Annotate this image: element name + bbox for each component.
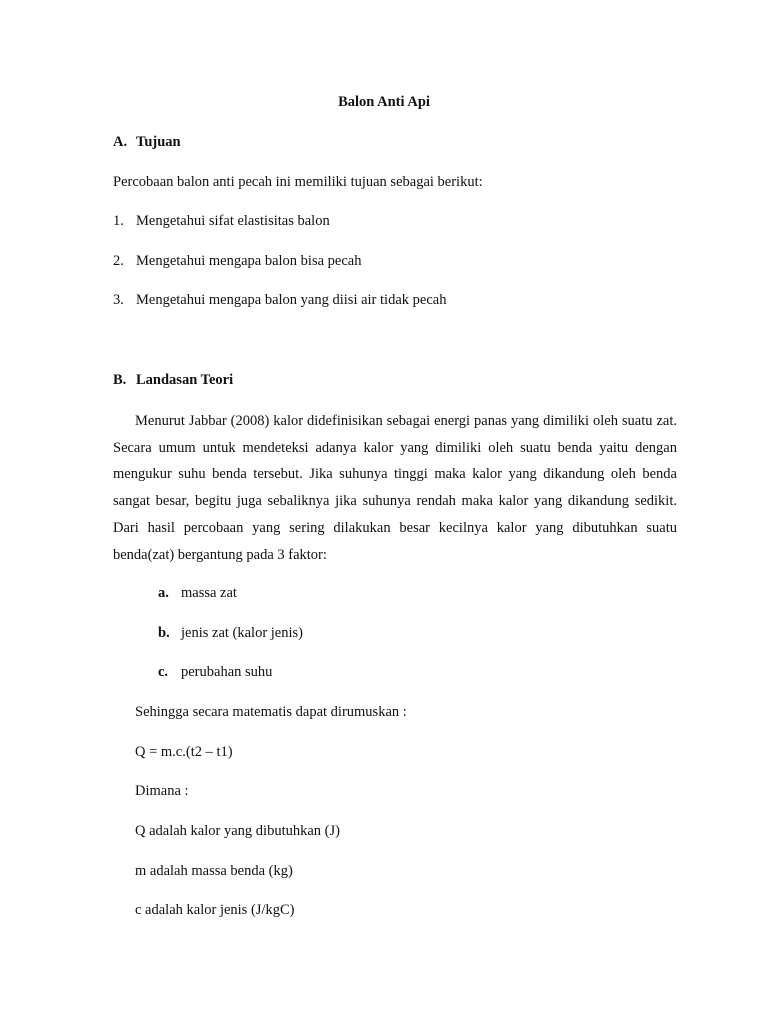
section-b-marker: B. xyxy=(113,372,127,388)
factor-text: jenis zat (kalor jenis) xyxy=(181,625,303,641)
list-item xyxy=(113,290,446,310)
list-item xyxy=(113,251,361,271)
section-a-title: Tujuan xyxy=(136,134,181,150)
factor-item xyxy=(158,583,237,603)
formula: Q = m.c.(t2 – t1) xyxy=(135,744,233,760)
factor-marker: a. xyxy=(158,585,169,601)
document-title: Balon Anti Api xyxy=(338,94,430,110)
list-item-marker: 3. xyxy=(113,292,124,308)
list-item-text: Mengetahui mengapa balon yang diisi air tidak pecah xyxy=(136,292,447,308)
formula-intro: Sehingga secara matematis dapat dirumuskan : xyxy=(135,704,407,720)
list-item-marker: 1. xyxy=(113,213,124,229)
list-item-text: Mengetahui mengapa balon bisa pecah xyxy=(136,253,362,269)
factor-text: perubahan suhu xyxy=(181,664,273,680)
factor-marker: c. xyxy=(158,664,169,680)
factor-marker: b. xyxy=(158,625,170,641)
factor-item xyxy=(158,623,303,643)
factor-item xyxy=(158,662,272,682)
section-a-heading xyxy=(113,132,181,152)
definition-item: c adalah kalor jenis (J/kgC) xyxy=(135,902,295,918)
section-b-heading xyxy=(113,370,233,390)
list-item-marker: 2. xyxy=(113,253,124,269)
theory-paragraph: Menurut Jabbar (2008) kalor didefinisikan sebagai energi panas yang dimiliki oleh suatu zat. Secara umum untuk mendeteksi adanya kalor yang dimiliki oleh suatu benda yaitu dengan mengukur suhu benda tersebut. Jika suhunya tinggi maka kalor yang dikandung oleh benda sangat besar, begitu juga sebaliknya jika suhunya rendah maka kalor yang dikandung sedikit. Dari hasil percobaan yang sering dilakukan besar kecilnya kalor yang dibutuhkan suatu benda(zat) bergantung pada 3 faktor: xyxy=(113,413,677,563)
factor-text: massa zat xyxy=(181,585,237,601)
list-item xyxy=(113,211,330,231)
list-item-text: Mengetahui sifat elastisitas balon xyxy=(136,213,330,229)
section-b-title: Landasan Teori xyxy=(136,372,234,388)
section-a-intro: Percobaan balon anti pecah ini memiliki tujuan sebagai berikut: xyxy=(113,174,483,190)
definition-item: m adalah massa benda (kg) xyxy=(135,863,293,879)
definition-item: Q adalah kalor yang dibutuhkan (J) xyxy=(135,823,340,839)
where-label: Dimana : xyxy=(135,783,189,799)
section-a-marker: A. xyxy=(113,134,128,150)
